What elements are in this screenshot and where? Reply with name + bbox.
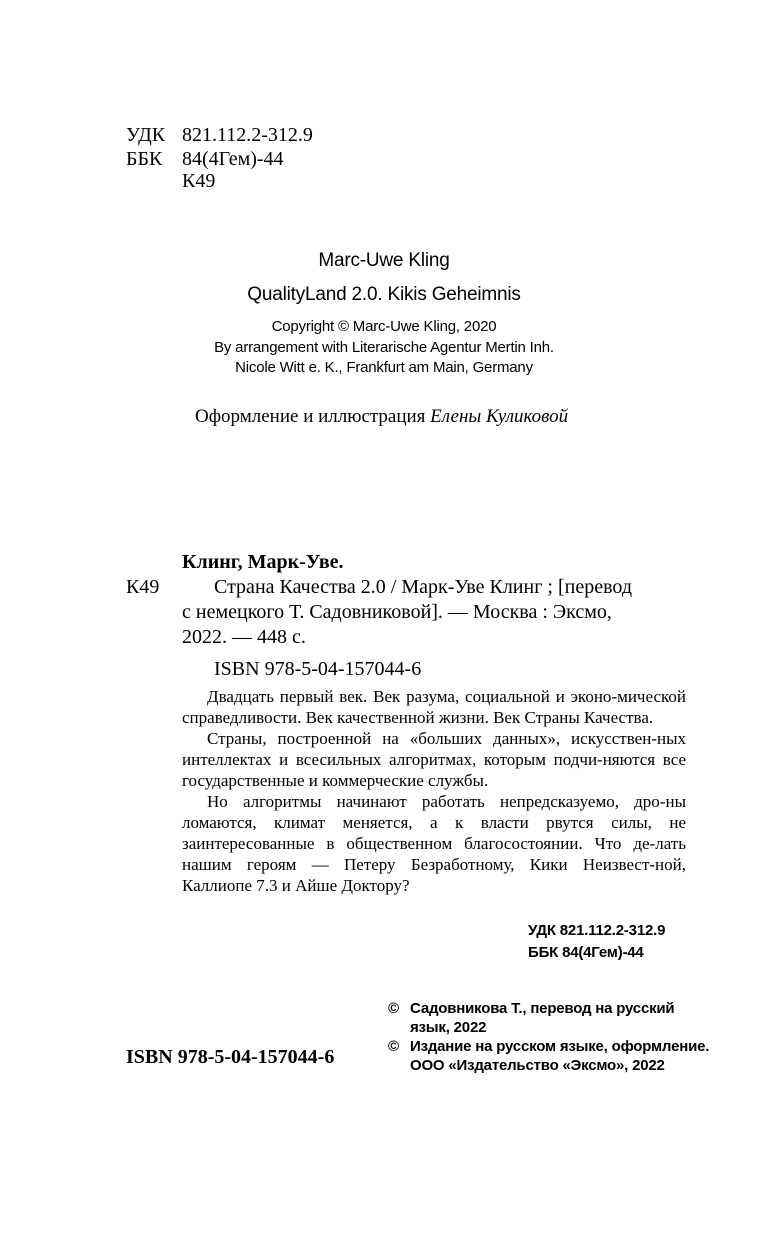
author-mark: К49 — [182, 170, 216, 192]
annotation-paragraph-1: Двадцать первый век. Век разума, социальной и эконо-мической справедливости. Век качественной жизни. Век Страны Качества. — [182, 687, 686, 727]
design-credit — [195, 405, 568, 428]
codes-bbk: ББК 84(4Гем)-44 — [528, 944, 644, 961]
bottom-isbn: ISBN 978-5-04-157044-6 — [126, 1046, 335, 1068]
translator-copyright-line-1: Садовникова Т., перевод на русский — [410, 1000, 675, 1017]
catalog-heading: Клинг, Марк-Уве. — [182, 551, 344, 573]
bbk-value: 84(4Гем)-44 — [182, 148, 284, 170]
copyright-line: Copyright © Marc-Uwe Kling, 2020 — [271, 318, 497, 335]
catalog-line-3: 2022. — 448 с. — [182, 626, 306, 648]
annotation — [182, 686, 686, 896]
copyright-symbol-1: © — [388, 1000, 399, 1017]
udk-label: УДК — [126, 124, 166, 146]
original-title: QualityLand 2.0. Kikis Geheimnis — [247, 284, 521, 305]
design-label: Оформление и иллюстрация — [195, 406, 426, 427]
original-author: Marc-Uwe Kling — [318, 250, 450, 271]
catalog-mark: К49 — [126, 576, 160, 598]
catalog-line-2: с немецкого Т. Садовниковой]. — Москва : Эксмо, — [182, 601, 612, 623]
catalog-line-1: Страна Качества 2.0 / Марк-Уве Клинг ; [перевод — [214, 576, 632, 598]
annotation-paragraph-3: Но алгоритмы начинают работать непредсказуемо, дро-ны ломаются, климат меняется, а к власти рвутся силы, не заинтересованные в общественном благосостоянии. Что де-лать нашим героям — Петеру Безработному, Кики Неизвест-ной, Каллиопе 7.3 и Айше Доктору? — [182, 792, 686, 895]
translator-copyright-line-2: язык, 2022 — [410, 1019, 487, 1036]
copyright-symbol-2: © — [388, 1038, 399, 1055]
publisher-copyright-line-2: ООО «Издательство «Эксмо», 2022 — [410, 1057, 665, 1074]
codes-udk: УДК 821.112.2-312.9 — [528, 922, 666, 939]
udk-value: 821.112.2-312.9 — [182, 124, 313, 146]
arrangement-line-2: Nicole Witt e. K., Frankfurt am Main, Germany — [235, 359, 533, 376]
catalog-isbn: ISBN 978-5-04-157044-6 — [214, 658, 422, 680]
annotation-paragraph-2: Страны, построенной на «больших данных», искусствен-ных интеллектах и всесильных алгоритмах, которым подчи-няются все государственные и коммерческие службы. — [182, 729, 686, 790]
design-artist: Елены Куликовой — [430, 406, 569, 427]
arrangement-line-1: By arrangement with Literarische Agentur Mertin Inh. — [214, 339, 554, 356]
publisher-copyright-line-1: Издание на русском языке, оформление. — [410, 1038, 710, 1055]
bbk-label: ББК — [126, 148, 163, 170]
